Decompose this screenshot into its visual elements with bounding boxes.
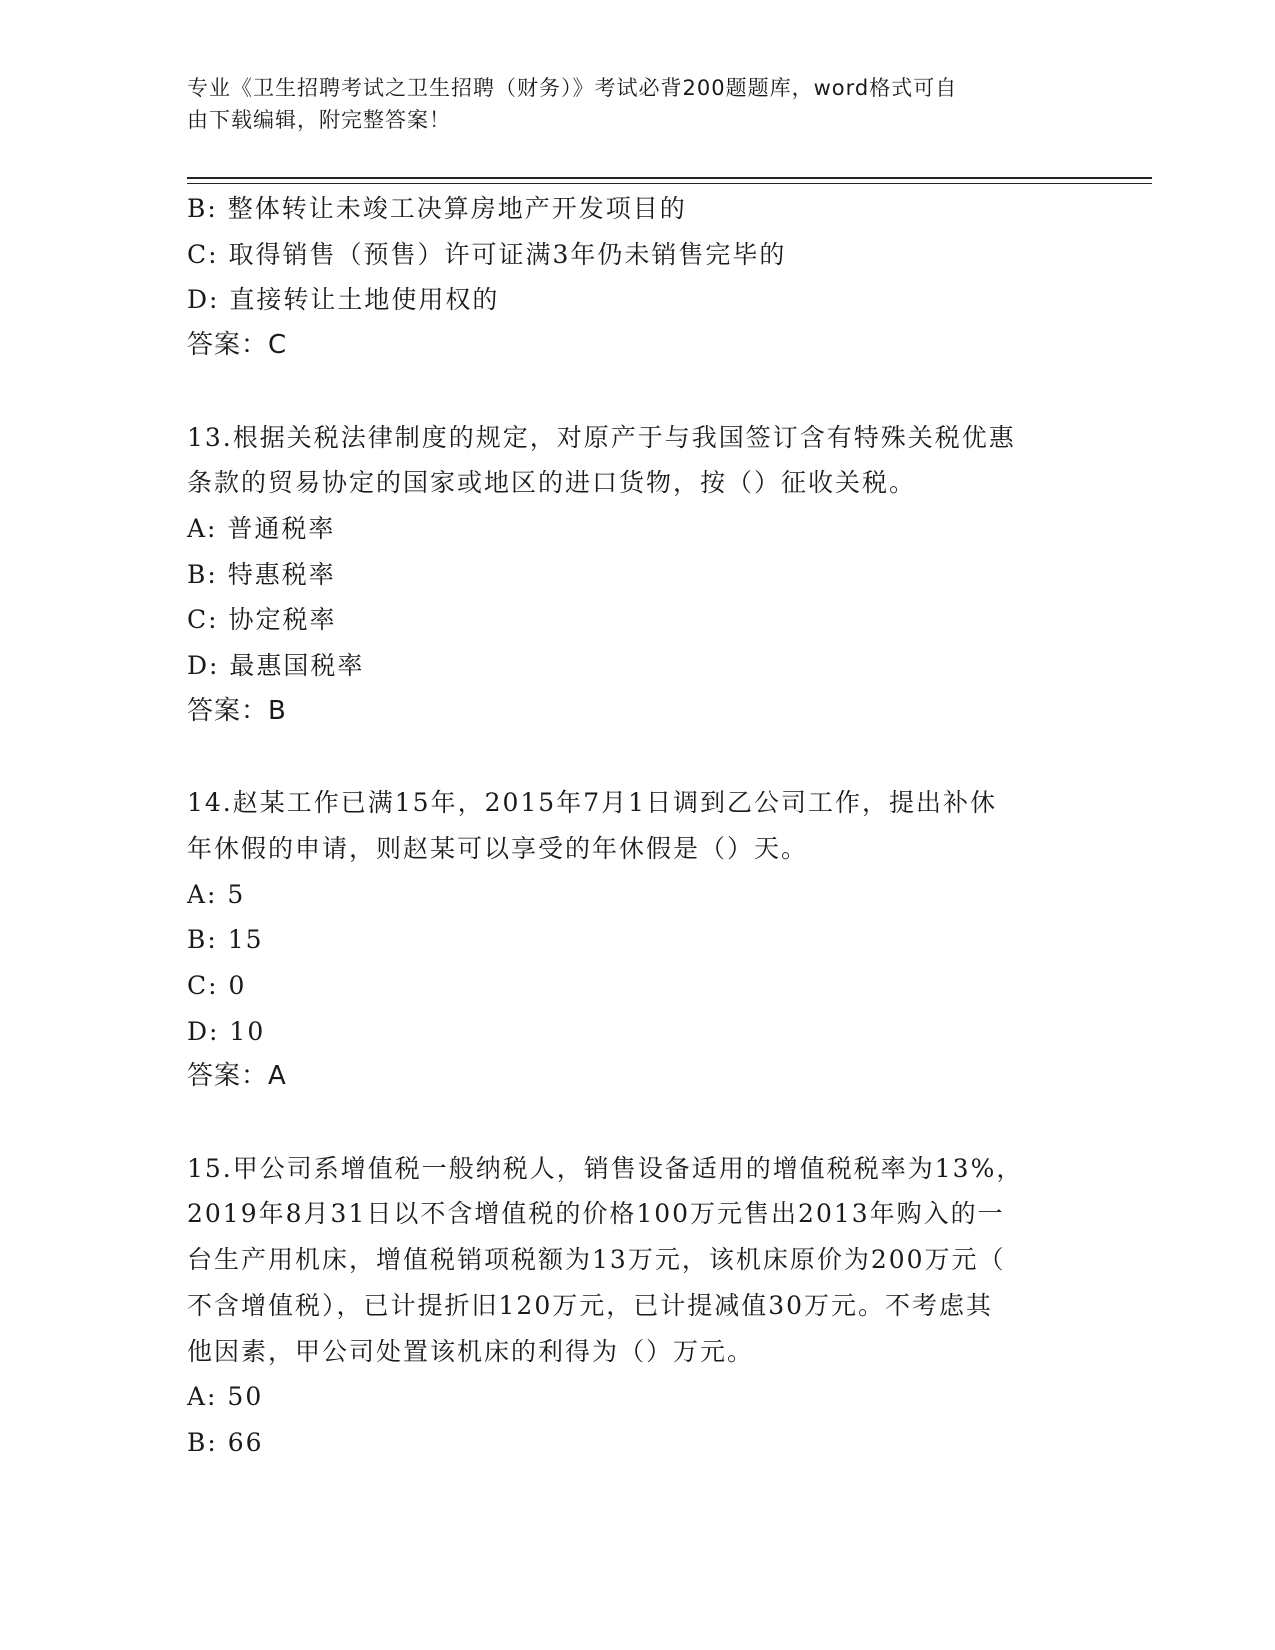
answer: 答案：C <box>187 330 288 361</box>
question-stem-line: 14.赵某工作已满15年，2015年7月1日调到乙公司工作，提出补休 <box>187 788 998 818</box>
document-header <box>187 72 1067 136</box>
document-body <box>187 186 1067 1466</box>
option-d: D: 直接转让土地使用权的 <box>187 285 500 315</box>
question-stem-line: 15.甲公司系增值税一般纳税人，销售设备适用的增值税税率为13%， <box>187 1153 1024 1183</box>
option-d: D: 最惠国税率 <box>187 651 365 681</box>
option-a: A: 50 <box>187 1382 264 1412</box>
option-c: C: 协定税率 <box>187 605 337 635</box>
option-b: B: 66 <box>187 1427 264 1457</box>
option-c: C: 0 <box>187 970 247 1000</box>
header-line-1: 专业《卫生招聘考试之卫生招聘（财务）》考试必背200题题库，word格式可自 <box>187 76 958 100</box>
option-b: B: 15 <box>187 925 264 955</box>
question-stem-line: 台生产用机床，增值税销项税额为13万元，该机床原价为200万元（ <box>187 1245 1006 1275</box>
header-rule-thin <box>187 183 1152 184</box>
answer: 答案：A <box>187 1061 287 1092</box>
option-a: A: 5 <box>187 879 246 909</box>
option-a: A: 普通税率 <box>187 513 336 543</box>
question-14 <box>187 780 1067 1100</box>
question-13 <box>187 415 1067 735</box>
question-stem-line: 13.根据关税法律制度的规定，对原产于与我国签订含有特殊关税优惠 <box>187 422 1016 452</box>
question-stem-line: 年休假的申请，则赵某可以享受的年休假是（）天。 <box>187 833 809 863</box>
question-15 <box>187 1146 1067 1466</box>
header-rule-thick <box>187 177 1152 179</box>
header-line-2: 由下载编辑，附完整答案！ <box>187 108 451 132</box>
question-stem-line: 他因素，甲公司处置该机床的利得为（）万元。 <box>187 1336 755 1366</box>
option-d: D: 10 <box>187 1016 266 1046</box>
spacer <box>187 734 1067 780</box>
option-c: C: 取得销售（预售）许可证满3年仍未销售完毕的 <box>187 239 787 269</box>
option-b: B: 整体转让未竣工决算房地产开发项目的 <box>187 194 687 223</box>
spacer <box>187 369 1067 415</box>
question-stem-line: 条款的贸易协定的国家或地区的进口货物，按（）征收关税。 <box>187 468 917 498</box>
question-stem-line: 不含增值税），已计提折旧120万元，已计提减值30万元。不考虑其 <box>187 1290 994 1320</box>
question-12-tail <box>187 186 1067 369</box>
answer: 答案：B <box>187 695 287 726</box>
option-b: B: 特惠税率 <box>187 559 336 589</box>
spacer <box>187 1100 1067 1146</box>
question-stem-line: 2019年8月31日以不含增值税的价格100万元售出2013年购入的一 <box>187 1199 1005 1229</box>
